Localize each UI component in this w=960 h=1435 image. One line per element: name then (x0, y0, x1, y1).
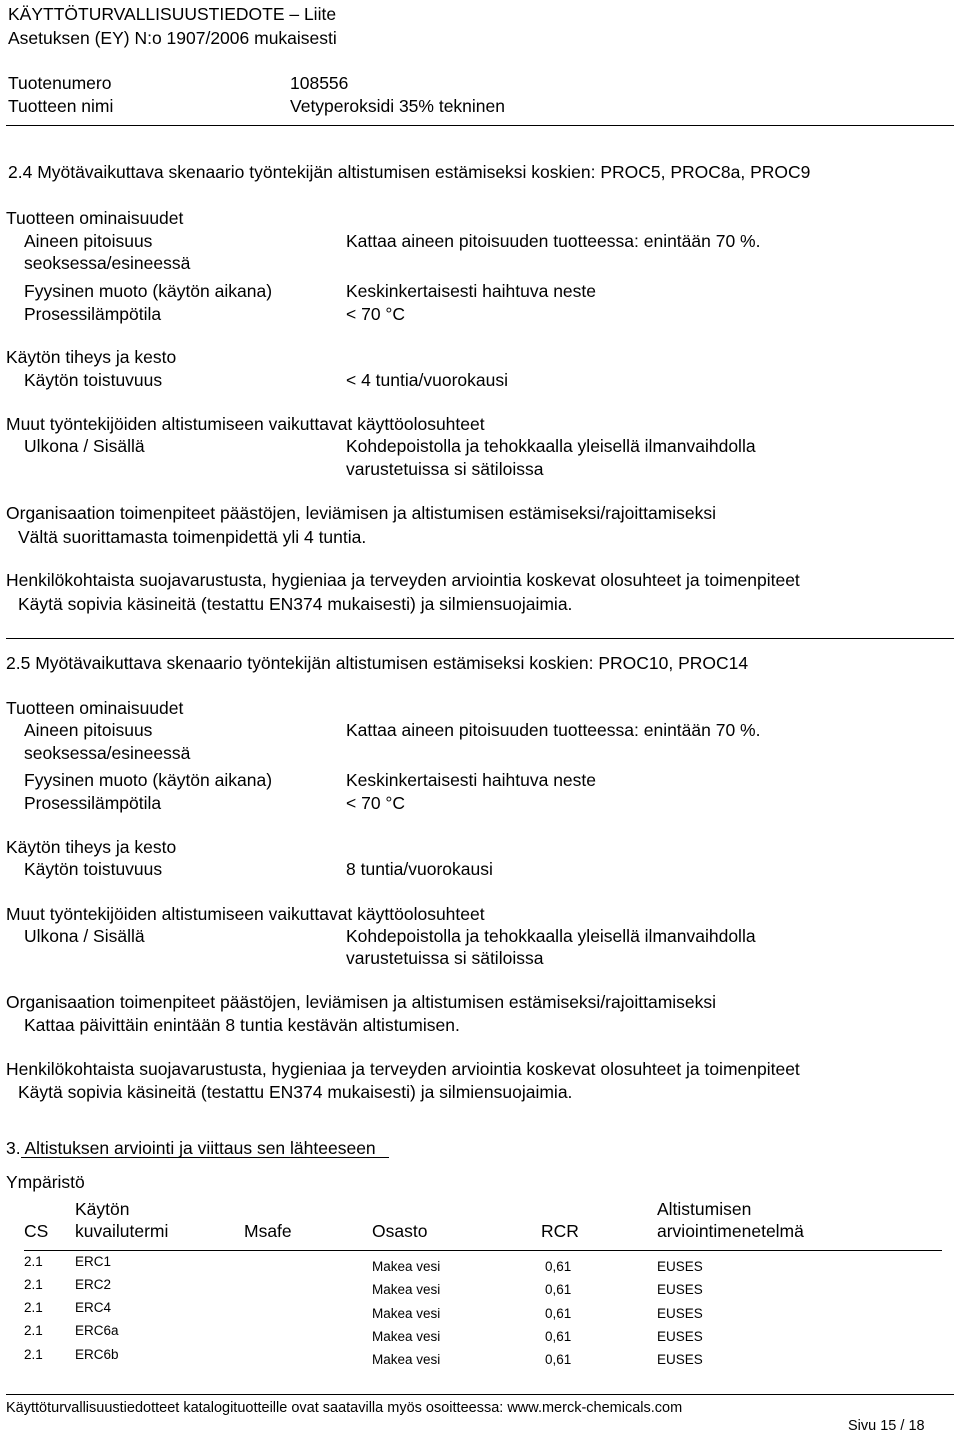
product-name-value: Vetyperoksidi 35% tekninen (290, 96, 505, 116)
s24-org-heading: Organisaation toimenpiteet päästöjen, leviämisen ja altistumisen estämiseksi/rajoittamiseksi (6, 503, 717, 523)
s25-temp-label: Prosessilämpötila (24, 793, 162, 813)
section-2-4-title: 2.4 Myötävaikuttava skenaario työntekijän altistumisen estämiseksi koskien: PROC5, PROC8a, PROC9 (8, 162, 811, 182)
table-cell-cs: 2.1 (24, 1323, 43, 1338)
s24-ppe-text: Käytä sopivia käsineitä (testattu EN374 mukaisesti) ja silmiensuojaimia. (18, 594, 573, 614)
s24-out-label: Ulkona / Sisällä (24, 436, 145, 456)
section-3-title: 3. Altistuksen arviointi ja viittaus sen lähteeseen (6, 1138, 376, 1158)
col-header-method-cont: arviointimenetelmä (657, 1221, 804, 1241)
document-title: KÄYTTÖTURVALLISUUSTIEDOTE – Liite (8, 4, 337, 24)
table-cell-cs: 2.1 (24, 1347, 43, 1362)
page-number: Sivu 15 / 18 (848, 1418, 925, 1434)
s25-form-value: Keskinkertaisesti haihtuva neste (346, 770, 596, 790)
s24-temp-label: Prosessilämpötila (24, 304, 162, 324)
table-header-divider (24, 1250, 942, 1251)
env-heading: Ympäristö (6, 1172, 85, 1192)
s24-conc-label-cont: seoksessa/esineessä (24, 253, 191, 273)
s25-org-heading: Organisaation toimenpiteet päästöjen, leviämisen ja altistumisen estämiseksi/rajoittamiseksi (6, 992, 717, 1012)
s25-ppe-text: Käytä sopivia käsineitä (testattu EN374 mukaisesti) ja silmiensuojaimia. (18, 1082, 573, 1102)
s24-out-value-cont: varustetuissa si sätiloissa (346, 459, 544, 479)
table-cell-use: ERC2 (75, 1277, 112, 1292)
table-cell-method: EUSES (657, 1282, 703, 1297)
product-number-value: 108556 (290, 73, 349, 93)
table-cell-method: EUSES (657, 1306, 703, 1321)
s24-freq-heading: Käytön tiheys ja kesto (6, 347, 177, 367)
table-cell-method: EUSES (657, 1259, 703, 1274)
product-number-label: Tuotenumero (8, 73, 112, 93)
table-cell-rcr: 0,61 (545, 1282, 572, 1297)
s25-conc-value: Kattaa aineen pitoisuuden tuotteessa: enintään 70 %. (346, 720, 761, 740)
table-cell-cs: 2.1 (24, 1254, 43, 1269)
s25-conc-label-cont: seoksessa/esineessä (24, 743, 191, 763)
s24-freq-value: < 4 tuntia/vuorokausi (346, 370, 508, 390)
header-divider (6, 125, 954, 126)
s24-other-heading: Muut työntekijöiden altistumiseen vaikuttavat käyttöolosuhteet (6, 414, 485, 434)
s24-out-value: Kohdepoistolla ja tehokkaalla yleisellä ilmanvaihdolla (346, 436, 756, 456)
table-cell-use: ERC6a (75, 1323, 119, 1338)
product-name-label: Tuotteen nimi (8, 96, 114, 116)
col-header-msafe: Msafe (244, 1221, 292, 1241)
section-3-title-underline (21, 1157, 389, 1158)
s24-form-label: Fyysinen muoto (käytön aikana) (24, 281, 273, 301)
s25-temp-value: < 70 °C (346, 793, 406, 813)
table-cell-use: ERC4 (75, 1300, 112, 1315)
s24-form-value: Keskinkertaisesti haihtuva neste (346, 281, 596, 301)
col-header-cs: CS (24, 1221, 49, 1241)
table-cell-rcr: 0,61 (545, 1329, 572, 1344)
table-cell-osasto: Makea vesi (372, 1352, 441, 1367)
s25-props-heading: Tuotteen ominaisuudet (6, 698, 184, 718)
table-cell-rcr: 0,61 (545, 1352, 572, 1367)
s24-temp-value: < 70 °C (346, 304, 406, 324)
s25-ppe-heading: Henkilökohtaista suojavarustusta, hygieniaa ja terveyden arviointia koskevat olosuhteet ja toimenpiteet (6, 1059, 800, 1079)
s25-form-label: Fyysinen muoto (käytön aikana) (24, 770, 273, 790)
s25-freq-value: 8 tuntia/vuorokausi (346, 859, 493, 879)
regulation-subtitle: Asetuksen (EY) N:o 1907/2006 mukaisesti (8, 28, 337, 48)
col-header-use: Käytön (75, 1199, 130, 1219)
table-cell-osasto: Makea vesi (372, 1306, 441, 1321)
table-cell-use: ERC1 (75, 1254, 112, 1269)
col-header-use-cont: kuvailutermi (75, 1221, 169, 1241)
s24-conc-label: Aineen pitoisuus (24, 231, 153, 251)
table-cell-rcr: 0,61 (545, 1259, 572, 1274)
footer-note: Käyttöturvallisuustiedotteet katalogituotteille ovat saatavilla myös osoitteessa: www.merck-chemicals.com (6, 1400, 683, 1416)
s25-freq-label: Käytön toistuvuus (24, 859, 163, 879)
col-header-method: Altistumisen (657, 1199, 752, 1219)
table-cell-osasto: Makea vesi (372, 1282, 441, 1297)
table-cell-rcr: 0,61 (545, 1306, 572, 1321)
footer-divider (6, 1394, 954, 1395)
s25-freq-heading: Käytön tiheys ja kesto (6, 837, 177, 857)
s25-org-text: Kattaa päivittäin enintään 8 tuntia kestävän altistumisen. (24, 1015, 460, 1035)
s25-conc-label: Aineen pitoisuus (24, 720, 153, 740)
section-divider (6, 638, 954, 639)
table-cell-cs: 2.1 (24, 1300, 43, 1315)
s25-out-value: Kohdepoistolla ja tehokkaalla yleisellä ilmanvaihdolla (346, 926, 756, 946)
col-header-osasto: Osasto (372, 1221, 428, 1241)
s24-ppe-heading: Henkilökohtaista suojavarustusta, hygieniaa ja terveyden arviointia koskevat olosuhteet ja toimenpiteet (6, 570, 800, 590)
col-header-rcr: RCR (541, 1221, 579, 1241)
table-cell-use: ERC6b (75, 1347, 119, 1362)
s25-other-heading: Muut työntekijöiden altistumiseen vaikuttavat käyttöolosuhteet (6, 904, 485, 924)
s24-freq-label: Käytön toistuvuus (24, 370, 163, 390)
table-cell-method: EUSES (657, 1352, 703, 1367)
table-cell-osasto: Makea vesi (372, 1259, 441, 1274)
s25-out-label: Ulkona / Sisällä (24, 926, 145, 946)
table-cell-cs: 2.1 (24, 1277, 43, 1292)
s24-props-heading: Tuotteen ominaisuudet (6, 208, 184, 228)
s24-org-text: Vältä suorittamasta toimenpidettä yli 4 tuntia. (18, 527, 367, 547)
section-2-5-title: 2.5 Myötävaikuttava skenaario työntekijän altistumisen estämiseksi koskien: PROC10, PROC14 (6, 653, 749, 673)
s25-out-value-cont: varustetuissa si sätiloissa (346, 948, 544, 968)
table-cell-method: EUSES (657, 1329, 703, 1344)
table-cell-osasto: Makea vesi (372, 1329, 441, 1344)
s24-conc-value: Kattaa aineen pitoisuuden tuotteessa: enintään 70 %. (346, 231, 761, 251)
